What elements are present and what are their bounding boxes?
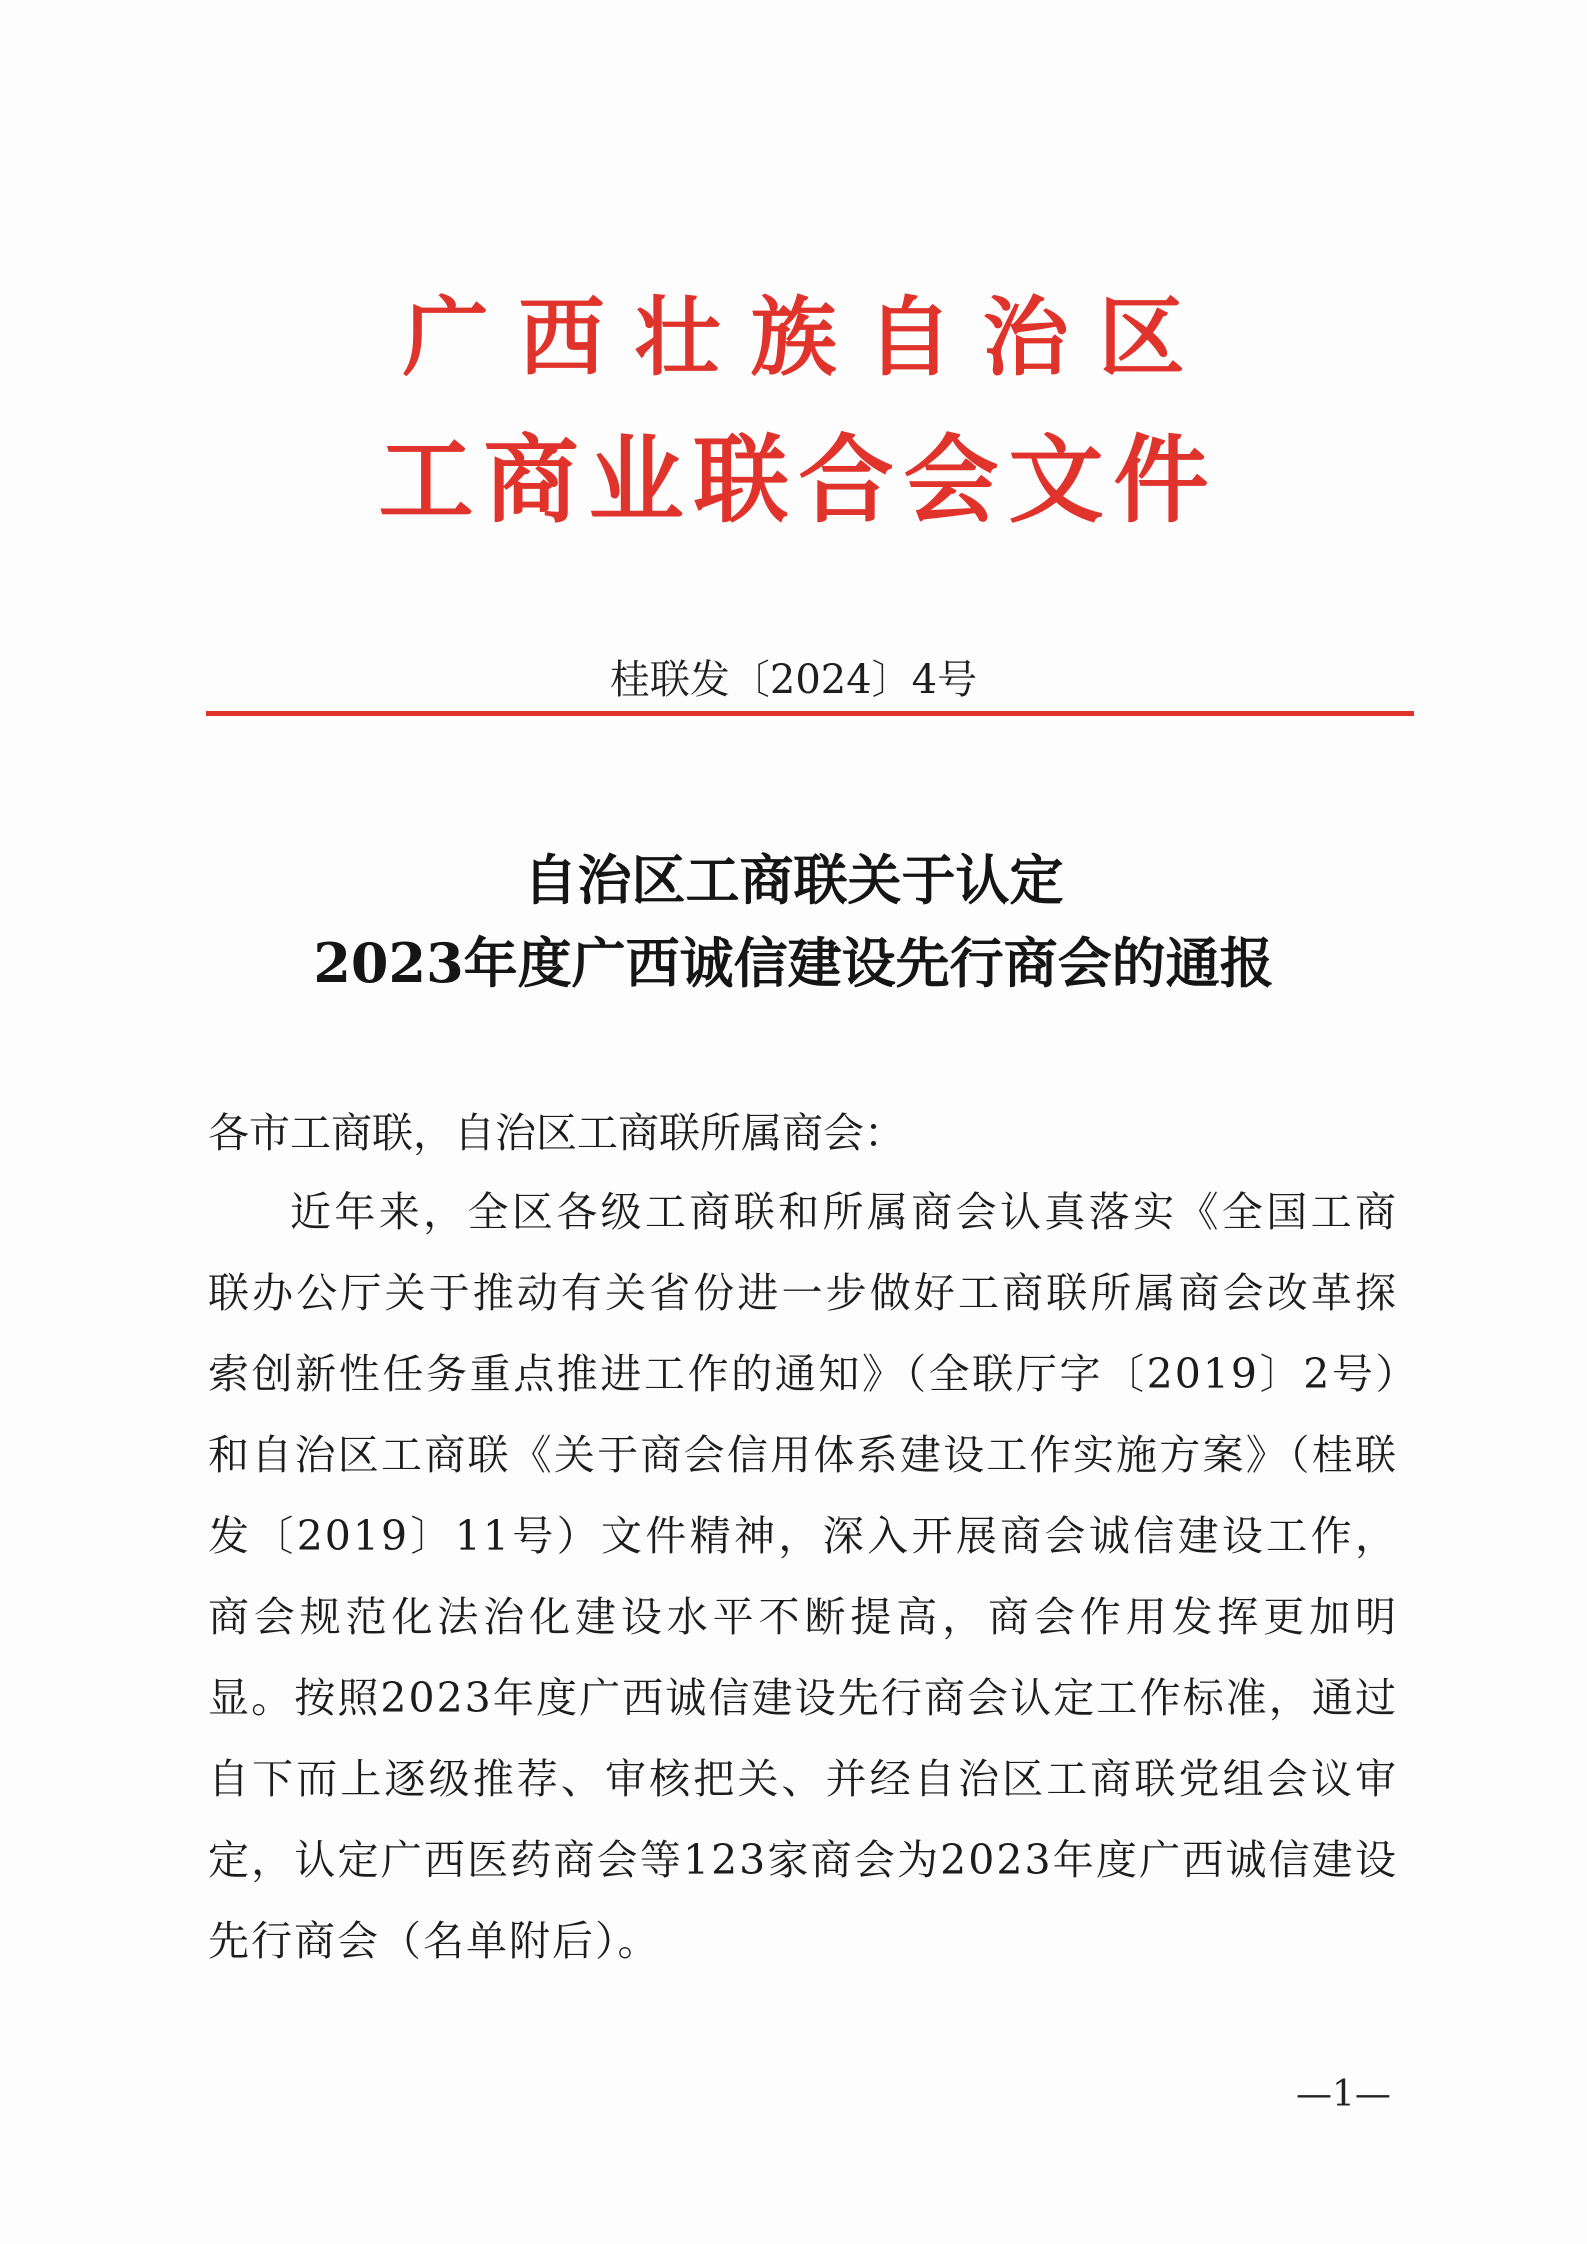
document-title-line1: 自治区工商联关于认定: [523, 848, 1064, 912]
issuer-name-line2: 工商业联合会文件: [378, 425, 1219, 536]
page-number: —1—: [1296, 2074, 1391, 2115]
issuer-name-line1: 广西壮族自治区: [402, 287, 1215, 388]
red-divider-line: [206, 711, 1414, 716]
salutation: 各市工商联，自治区工商联所属商会：: [208, 1109, 905, 1157]
document-title-line2: 2023年度广西诚信建设先行商会的通报: [313, 931, 1274, 995]
body-paragraph: 近年来，全区各级工商联和所属商会认真落实《全国工商联办公厅关于推动有关省份进一步做好工商联所属商会改革探索创新性任务重点推进工作的通知》（全联厅字〔2019〕2号）和自治区工商联《关于商会信用体系建设工作实施方案》（桂联发〔2019〕11号）文件精神，深入开展商会诚信建设工作，商会规范化法治化建设水平不断提高，商会作用发挥更加明显。按照2023年度广西诚信建设先行商会认定工作标准，通过自下而上逐级推荐、审核把关、并经自治区工商联党组会议审定，认定广西医药商会等123家商会为2023年度广西诚信建设先行商会（名单附后）。: [208, 1188, 1398, 1965]
document-number: 桂联发〔2024〕4号: [609, 657, 978, 703]
